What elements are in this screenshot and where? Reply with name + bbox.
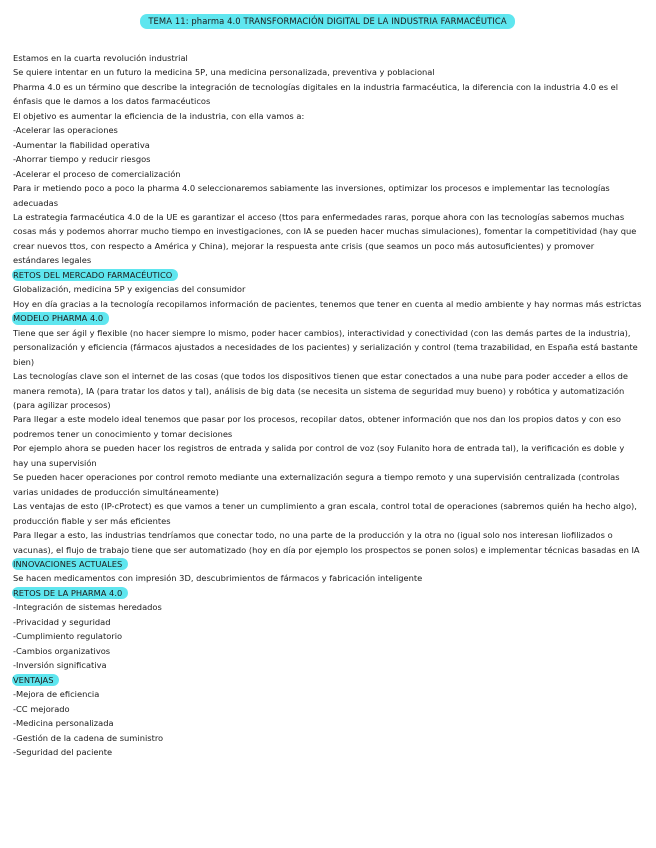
- paragraph: Las tecnologías clave son el internet de las cosas (que todos los dispositivos tienen que estar conectados a una nube para poder acceder a ellos de manera remota), IA (para tratar los datos y tal), análisis de big data (se necesita un sistema de seguridad muy bueno) y robótica y automatización (para agilizar procesos): [13, 371, 629, 410]
- paragraph: Por ejemplo ahora se pueden hacer los registros de entrada y salida por control de voz (soy Fulanito hora de entrada tal), la verificación es doble y hay una supervisión: [13, 443, 625, 468]
- list-item: -Inversión significativa: [13, 660, 107, 671]
- list-item: -Privacidad y seguridad: [13, 616, 111, 627]
- list-item: -Acelerar el proceso de comercialización: [13, 168, 181, 179]
- section-retos-pharma: [13, 586, 642, 673]
- paragraph: Para llegar a esto, las industrias tendríamos que conectar todo, no una parte de la producción y la otra no (igual solo nos interesan liofilizados o vacunas), el flujo de trabajo tiene que ser automatizado (hoy en día por ejemplo los prospectos se ponen solos) e implementar técnicas basadas en IA: [13, 530, 640, 555]
- page-title: TEMA 11: pharma 4.0 TRANSFORMACIÓN DIGITAL DE LA INDUSTRIA FARMACÉUTICA: [140, 14, 514, 29]
- list-item: -Medicina personalizada: [13, 718, 114, 729]
- paragraph: Estamos en la cuarta revolución industrial: [13, 53, 188, 63]
- intro-section: [13, 51, 642, 268]
- paragraph: Para llegar a este modelo ideal tenemos que pasar por los procesos, recopilar datos, obtener información que nos dan los propios datos y con eso podremos tener un conocimiento y tomar decisiones: [13, 414, 621, 439]
- list-item: -Cambios organizativos: [13, 645, 111, 656]
- list-item: -Seguridad del paciente: [13, 746, 113, 757]
- section-heading: RETOS DEL MERCADO FARMACÉUTICO: [12, 269, 178, 282]
- section-retos-mercado: [13, 268, 642, 311]
- section-heading: RETOS DE LA PHARMA 4.0: [12, 587, 128, 600]
- paragraph: La estrategia farmacéutica 4.0 de la UE es garantizar el acceso (ttos para enfermedades raras, porque ahora con las tecnologías sabemos muchas cosas más y podemos ahorrar mucho tiempo en investigaciones, con IA se pueden hacer muchas simulaciones), fomentar la competitividad (hay que crear nuevos ttos, con respecto a América y China), mejorar la respuesta ante crisis (que seamos un poco más autosuficientes) y promover estándares legales: [13, 211, 637, 266]
- paragraph: Tiene que ser ágil y flexible (no hacer siempre lo mismo, poder hacer cambios), interactividad y conectividad (con las demás partes de la industria), personalización y eficiencia (fármacos ajustados a necesidades de los pacientes) y serialización y control (tema trazabilidad, en España está bastante bien): [13, 327, 638, 367]
- list-item: -Aumentar la fiabilidad operativa: [13, 139, 150, 150]
- paragraph: Se quiere intentar en un futuro la medicina 5P, una medicina personalizada, preventiva y poblacional: [13, 67, 435, 78]
- document-body: [13, 51, 642, 759]
- paragraph: Se pueden hacer operaciones por control remoto mediante una externalización segura a tiempo remoto y una supervisión centralizada (controlas varias unidades de producción simultáneamente): [13, 472, 620, 497]
- title-wrap: [13, 9, 642, 29]
- paragraph: El objetivo es aumentar la eficiencia de la industria, con ella vamos a:: [13, 110, 305, 121]
- list-item: -Acelerar las operaciones: [13, 125, 118, 136]
- section-heading: MODELO PHARMA 4.0: [12, 312, 109, 325]
- section-heading: VENTAJAS: [12, 674, 59, 687]
- paragraph: Hoy en día gracias a la tecnología recopilamos información de pacientes, tenemos que tener en cuenta al medio ambiente y hay normas más estrictas: [13, 298, 642, 309]
- paragraph: Para ir metiendo poco a poco la pharma 4.0 seleccionaremos sabiamente las inversiones, optimizar los procesos e implementar las tecnologías adecuadas: [13, 183, 610, 208]
- paragraph: Globalización, medicina 5P y exigencias del consumidor: [13, 284, 246, 295]
- paragraph: Se hacen medicamentos con impresión 3D, descubrimientos de fármacos y fabricación inteligente: [13, 573, 423, 584]
- list-item: -CC mejorado: [13, 703, 70, 714]
- paragraph: Las ventajas de esto (IP-cProtect) es que vamos a tener un cumplimiento a gran escala, control total de operaciones (sabremos quién ha hecho algo), producción fiable y ser más eficientes: [13, 501, 637, 526]
- paragraph: Pharma 4.0 es un término que describe la integración de tecnologías digitales en la industria farmacéutica, la diferencia con la industria 4.0 es el énfasis que le damos a los datos farmacéuticos: [13, 81, 619, 107]
- section-heading: INNOVACIONES ACTUALES: [12, 558, 128, 571]
- list-item: -Integración de sistemas heredados: [13, 602, 162, 613]
- list-item: -Cumplimiento regulatorio: [13, 631, 123, 642]
- list-item: -Ahorrar tiempo y reducir riesgos: [13, 154, 151, 165]
- section-modelo: [13, 311, 642, 557]
- section-innovaciones: [13, 557, 642, 586]
- list-item: -Gestión de la cadena de suministro: [13, 732, 164, 743]
- list-item: -Mejora de eficiencia: [13, 689, 100, 700]
- section-ventajas: [13, 673, 642, 760]
